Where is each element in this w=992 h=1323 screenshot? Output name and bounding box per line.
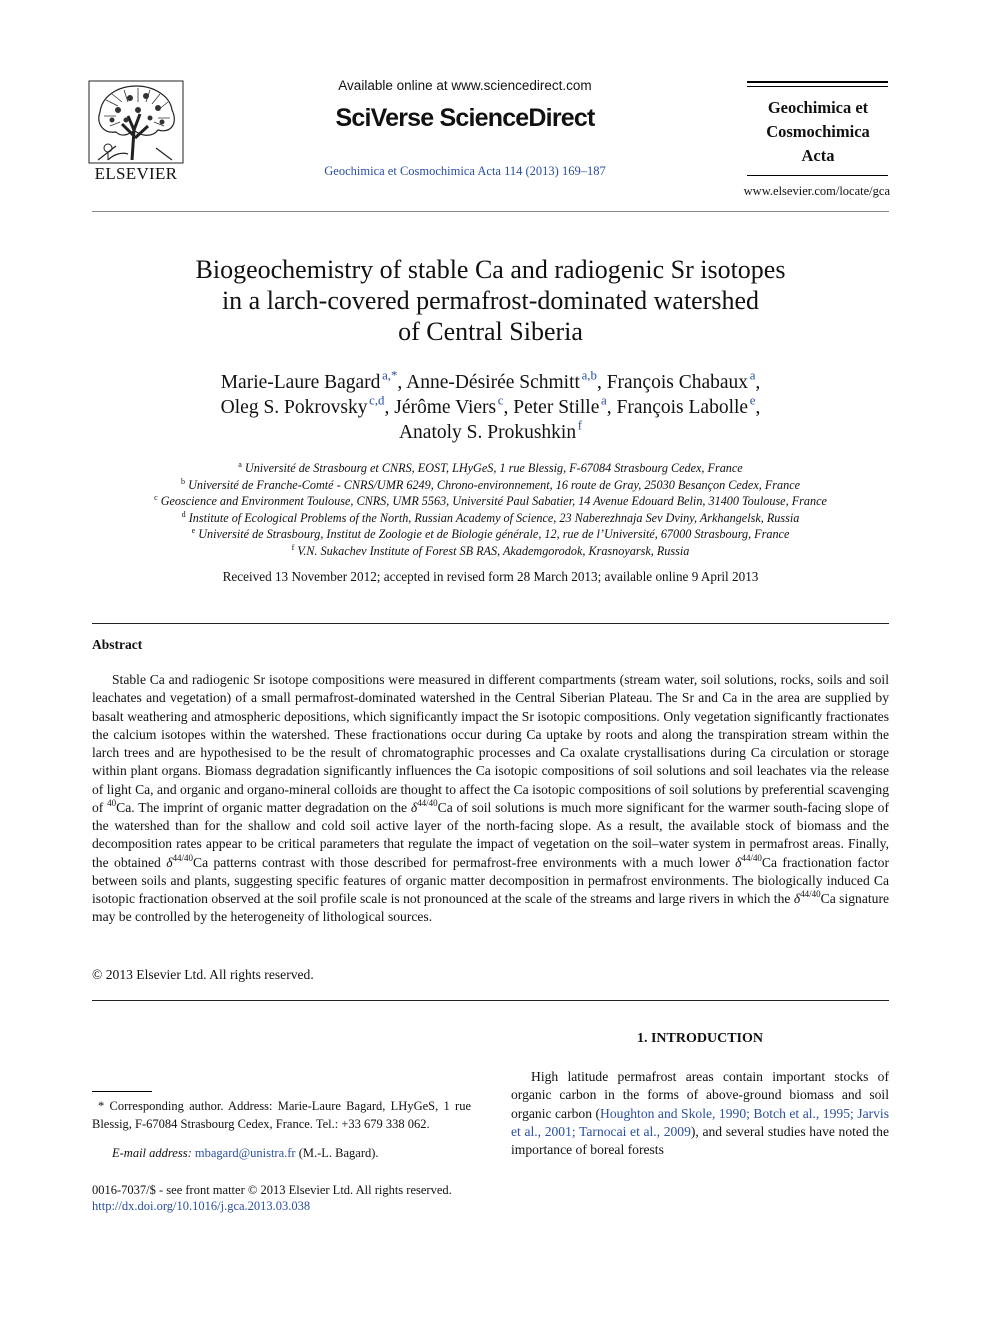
corresponding-author-note: * Corresponding author. Address: Marie-Laure Bagard, LHyGeS, 1 rue Blessig, F-67084 Strasbourg Cedex, France. Tel.: +33 679 338 062.: [92, 1099, 471, 1132]
isotope-sup: 40: [107, 797, 117, 808]
affiliation-item: [92, 460, 889, 477]
author-affil-sup[interactable]: a,*: [382, 368, 398, 383]
abstract-rule-top: [92, 623, 889, 624]
abstract-body: [92, 671, 889, 927]
delta-symbol: δ: [735, 854, 742, 870]
affiliation-sup: d: [181, 509, 186, 519]
abstract-rule-bottom: [92, 1000, 889, 1001]
author-affil-sup[interactable]: a,b: [581, 368, 597, 383]
affiliation-item: [92, 526, 889, 543]
title-line: of Central Siberia: [398, 317, 583, 346]
email-label: E-mail address:: [112, 1146, 192, 1160]
affiliation-item: [92, 477, 889, 494]
affiliation-sup: b: [180, 476, 186, 486]
doi-link[interactable]: http://dx.doi.org/10.1016/j.gca.2013.03.038: [92, 1199, 311, 1213]
delta-symbol: δ: [166, 854, 173, 870]
delta-symbol: δ: [793, 891, 801, 906]
isotope-sup: 44/40: [417, 797, 438, 808]
header-divider: [92, 211, 889, 212]
author-name: François Labolle: [616, 397, 749, 418]
platform-brand: SciVerse ScienceDirect: [335, 104, 595, 132]
email-link[interactable]: mbagard@unistra.fr: [194, 1146, 296, 1160]
affiliation-list: [92, 460, 889, 560]
introduction-text: ), and several studies have noted the importance of boreal forests: [511, 1123, 889, 1158]
abstract-text: Ca. The imprint of organic matter degradation on the: [116, 799, 411, 815]
author-name: Jérôme Viers: [394, 397, 497, 418]
abstract-text: Ca signature may be controlled by the heterogeneity of lithological sources.: [92, 891, 890, 925]
author-affil-sup[interactable]: e: [749, 393, 756, 408]
email-suffix: (M.-L. Bagard).: [295, 1146, 379, 1160]
abstract-copyright: © 2013 Elsevier Ltd. All rights reserved.: [92, 967, 314, 982]
affiliation-sup: a: [238, 459, 242, 469]
author-name: Anatoly S. Prokushkin: [398, 422, 577, 443]
affiliation-text: V.N. Sukachev Institute of Forest SB RAS, Akademgorodok, Krasnoyarsk, Russia: [297, 543, 690, 558]
journal-title-rule-top: [747, 81, 888, 83]
available-online-line: Available online at www.sciencedirect.com: [338, 78, 592, 93]
title-line: Biogeochemistry of stable Ca and radiogenic Sr isotopes: [195, 255, 786, 284]
affiliation-text: Université de Franche-Comté - CNRS/UMR 6249, Chrono-environnement, 16 route de Gray, 25030 Besançon Cedex, France: [188, 477, 801, 492]
affiliation-text: Université de Strasbourg et CNRS, EOST, LHyGeS, 1 rue Blessig, F-67084 Strasbourg Cedex, France: [244, 461, 743, 475]
introduction-text: High latitude permafrost areas contain important stocks of organic carbon in the forms of above-ground biomass and soil organic carbon (: [511, 1069, 889, 1121]
journal-title-rule-top-thin: [747, 86, 888, 87]
author-affil-sup[interactable]: a: [601, 393, 607, 408]
abstract-heading: Abstract: [92, 637, 143, 652]
article-title: [92, 254, 889, 347]
journal-title-rule-bottom: [747, 175, 888, 176]
author-name: Marie-Laure Bagard: [220, 372, 381, 393]
footnote-rule: [92, 1091, 152, 1092]
author-affil-sup[interactable]: a: [749, 368, 756, 383]
affiliation-text: Geoscience and Environment Toulouse, CNRS, UMR 5563, Université Paul Sabatier, 14 Avenue Edouard Belin, 31400 Toulouse, France: [160, 494, 827, 509]
journal-citation-link[interactable]: Geochimica et Cosmochimica Acta 114 (2013) 169–187: [324, 164, 606, 178]
author-affil-sup[interactable]: f: [577, 418, 583, 433]
author-name: Anne-Désirée Schmitt: [406, 372, 580, 393]
citation-link[interactable]: Houghton and Skole, 1990; Botch et al., 1995; Jarvis et al., 2001; Tarnocai et al., 2009: [511, 1105, 889, 1139]
journal-title-line: Acta: [801, 146, 835, 165]
affiliation-item: [92, 543, 889, 560]
author-list: Marie-Laure Bagard $^{a,*}$, Anne-Désirée Schmitt $^{a,b}$, François Chabaux $^a$, Oleg S. Pokrovsky $^{c,d}$, Jérôme Viers $^c$, Peter Stille $^a$, François Labolle $^e$, Anatoly S. Prokushkin $^f$: [220, 368, 761, 443]
affiliation-sup: c: [154, 492, 158, 502]
email-note: [92, 1146, 471, 1161]
affiliation-sup: f: [291, 542, 295, 552]
isotope-sup: 44/40: [741, 852, 762, 863]
journal-title-line: Geochimica et: [767, 98, 869, 117]
isotope-sup: 44/40: [172, 852, 193, 863]
author-affil-sup[interactable]: c: [497, 393, 504, 408]
author-name: Oleg S. Pokrovsky: [220, 397, 368, 418]
affiliation-text: Institute of Ecological Problems of the North, Russian Academy of Science, 23 Naberezhnaja Sev Dviny, Arkhangelsk, Russia: [188, 510, 800, 525]
affiliation-sup: e: [191, 526, 196, 536]
article-dates: Received 13 November 2012; accepted in revised form 28 March 2013; available online 9 April 2013: [222, 569, 759, 584]
abstract-text: Stable Ca and radiogenic Sr isotope compositions were measured in different compartments (stream water, soil solutions, rocks, soils and soil leachates and vegetation) of a small permafrost-dominated watershed in the Central Siberian Plateau. The Sr and Ca in the area are supplied by basalt weathering and atmospheric depositions, which significantly impact the Sr isotopic compositions. Only vegetation significantly fractionates the calcium isotopes within the watershed. These fractionations occur during Ca uptake by roots and along the transpiration stream within the larch trees and are hypothesised to be the result of chromatographic processes and Ca oxalate crystallisations during Ca circulation or storage within plant organs. Biomass degradation significantly influences the Ca isotopic compositions of soil solutions and soil leachates via the release of light Ca, and organic and organo-mineral colloids are thought to affect the Ca isotopic compositions of soil solutions by preferential scavenging of: [92, 672, 889, 815]
delta-symbol: δ: [410, 799, 418, 815]
affiliation-text: Université de Strasbourg, Institut de Zoologie et de Biologie générale, 12, rue de l’Université, 67000 Strasbourg, France: [198, 527, 790, 542]
isotope-sup: 44/40: [800, 889, 821, 900]
journal-title-line: Cosmochimica: [766, 122, 870, 141]
elsevier-wordmark: ELSEVIER: [94, 164, 178, 183]
introduction-body: [511, 1068, 889, 1159]
author-affil-sup[interactable]: c,d: [369, 393, 385, 408]
title-line: in a larch-covered permafrost-dominated watershed: [221, 286, 760, 315]
affiliation-item: [92, 493, 889, 510]
journal-title: [745, 96, 891, 168]
abstract-text: Ca fractionation factor between soils and plants, suggesting specific features of organic matter decomposition in permafrost environments. The biologically induced Ca isotopic fractionation observed at the soil profile scale is not pronounced at the scale of the streams and large rivers in which the: [92, 854, 889, 906]
issn-line: 0016-7037/$ - see front matter © 2013 Elsevier Ltd. All rights reserved.: [92, 1183, 452, 1197]
abstract-text: Ca patterns contrast with those described for permafrost-free environments with a much lower: [193, 854, 736, 870]
affiliation-item: [92, 510, 889, 527]
abstract-text: Ca of soil solutions is much more significant for the warmer south-facing slope of the watershed than for the shallow and cold soil active layer of the north-facing slope. As a result, the available stock of biomass and the decomposition rates appear to be critical parameters that regulate the impact of vegetation on the soil–water system in permafrost areas. Finally, the obtained: [92, 799, 889, 870]
author-name: Peter Stille: [513, 397, 600, 418]
introduction-heading: 1. INTRODUCTION: [636, 1031, 763, 1046]
journal-url: www.elsevier.com/locate/gca: [743, 184, 890, 198]
author-name: François Chabaux: [606, 372, 749, 393]
